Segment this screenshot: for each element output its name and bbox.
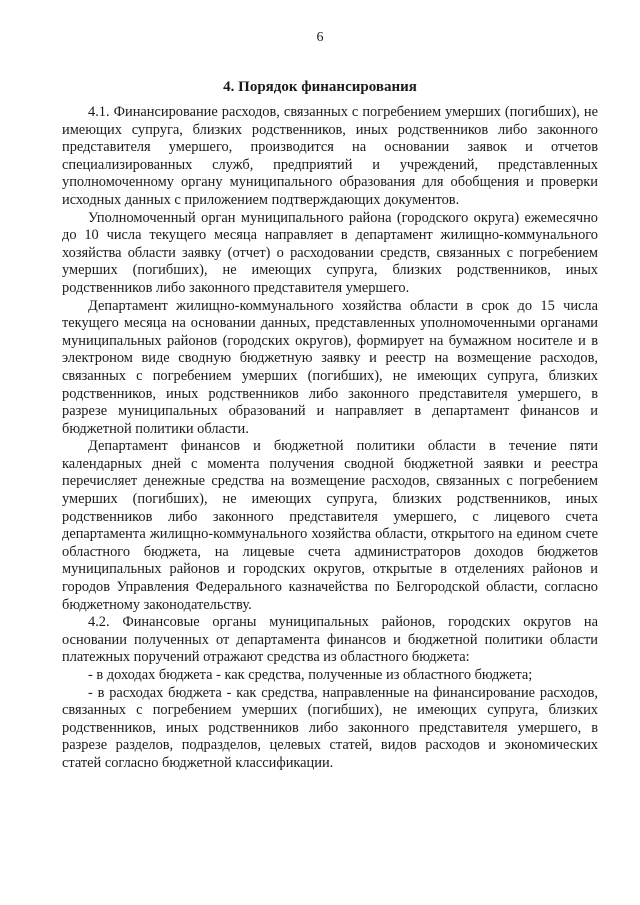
document-body [62,104,598,773]
section-heading: 4. Порядок финансирования [223,79,417,95]
list-item-expenses: - в расходах бюджета - как средства, направленные на финансирование расходов, связанных с погребением умерших (погибших), не имеющих супруга, близких родственников, иных родственников либо законного представителя умершего, в разрезе разделов, подразделов, целевых статей, видов расходов и экономических статей согласно бюджетной классификации. [62,684,598,771]
list-item-income: - в доходах бюджета - как средства, полученные из областного бюджета; [88,667,533,683]
paragraph-finance-department: Департамент финансов и бюджетной политики области в течение пяти календарных дней с момента получения сводной бюджетной заявки и реестра перечисляет денежные средства на возмещение расходов, связанных с погребением умерших (погибших), не имеющих супруга, близких родственников, иных родственников либо законного представителя умершего, с лицевого счета департамента жилищно-коммунального хозяйства области, открытого на едином счете областного бюджета, на лицевые счета администраторов доходов бюджетов муниципальных районов и городских округов, открытые в отделениях районов и городов Управления Федерального казначейства по Белгородской области, согласно бюджетному законодательству. [62,438,598,613]
page-number: 6 [316,30,324,45]
paragraph-housing-department: Департамент жилищно-коммунального хозяйства области в срок до 15 числа текущего месяца на основании данных, представленных уполномоченными органами муниципальных районов (городских округов), формирует на бумажном носителе и в электроном виде сводную бюджетную заявку и реестр на возмещение расходов, связанных с погребением умерших (погибших), не имеющих супруга, близких родственников, иных родственников либо законного представителя умершего, в разрезе муниципальных образований и направляет в департамент финансов и бюджетной политики области. [62,297,598,437]
paragraph-4-2: 4.2. Финансовые органы муниципальных районов, городских округов на основании полученных от департамента финансов и бюджетной политики области платежных поручений отражают средства из областного бюджета: [62,614,598,666]
paragraph-authorized-body: Уполномоченный орган муниципального района (городского округа) ежемесячно до 10 числа текущего месяца направляет в департамент жилищно-коммунального хозяйства области заявку (отчет) о расходовании средств, связанных с погребением умерших (погибших), не имеющих супруга, близких родственников, иных родственников либо законного представителя умершего. [62,209,598,296]
paragraph-4-1: 4.1. Финансирование расходов, связанных с погребением умерших (погибших), не имеющих супруга, близких родственников, иных родственников либо законного представителя умершего, производится на основании заявок и отчетов специализированных служб, предприятий и учреждений, представленных уполномоченному органу муниципального образования для обобщения и проверки исходных данных с приложением подтверждающих документов. [62,104,598,208]
